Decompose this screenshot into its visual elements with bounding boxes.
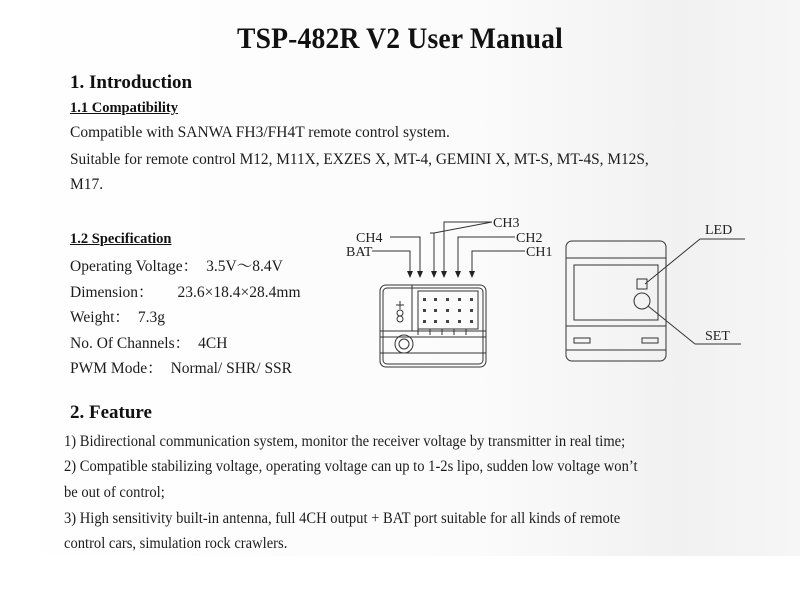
feature-line: 2) Compatible stabilizing voltage, operating voltage can up to 1-2s lipo, sudden low voltage won’t <box>64 458 638 475</box>
label-set: SET <box>705 329 730 344</box>
spec-label: Dimension： <box>70 284 154 301</box>
section-introduction-heading: 1. Introduction <box>70 72 193 93</box>
spec-value: 7.3g <box>137 309 166 326</box>
compatibility-line: Suitable for remote control M12, M11X, EXZES X, MT-4, GEMINI X, MT-S, MT-4S, M12S, <box>70 151 649 168</box>
spec-value: 3.5V～8.4V <box>206 258 283 275</box>
spec-label: Weight： <box>70 309 130 326</box>
section-feature-heading: 2. Feature <box>70 402 152 423</box>
label-bat: BAT <box>346 245 373 260</box>
compatibility-line: Compatible with SANWA FH3/FH4T remote control system. <box>70 124 450 141</box>
spec-operating-voltage <box>70 254 283 276</box>
feature-line: 3) High sensitivity built-in antenna, full 4CH output + BAT port suitable for all kinds of remote <box>64 510 621 527</box>
subsection-compatibility-heading: 1.1 Compatibility <box>70 100 178 116</box>
label-ch3: CH3 <box>493 216 520 231</box>
compatibility-line: M17. <box>70 176 104 193</box>
spec-weight <box>70 305 165 327</box>
feature-line: control cars, simulation rock crawlers. <box>64 535 288 552</box>
spec-value: 4CH <box>198 335 228 352</box>
spec-pwm-mode <box>70 356 292 378</box>
spec-value: 23.6×18.4×28.4mm <box>177 284 301 301</box>
feature-line: 1) Bidirectional communication system, monitor the receiver voltage by transmitter in real time; <box>64 433 626 450</box>
spec-label: No. Of Channels： <box>70 335 191 352</box>
label-led: LED <box>705 223 733 238</box>
receiver-front-diagram <box>340 205 570 380</box>
spec-value: Normal/ SHR/ SSR <box>170 360 293 377</box>
subsection-specification-heading: 1.2 Specification <box>70 231 172 247</box>
spec-label: Operating Voltage： <box>70 258 199 275</box>
label-ch4: CH4 <box>356 231 383 246</box>
page-title: TSP-482R V2 User Manual <box>236 22 563 55</box>
spec-label: PWM Mode： <box>70 360 163 377</box>
label-ch2: CH2 <box>516 231 543 246</box>
spec-dimension <box>70 280 301 302</box>
feature-line: be out of control; <box>64 484 165 501</box>
label-ch1: CH1 <box>526 245 553 260</box>
receiver-side-diagram <box>555 210 785 380</box>
spec-channels <box>70 331 227 353</box>
